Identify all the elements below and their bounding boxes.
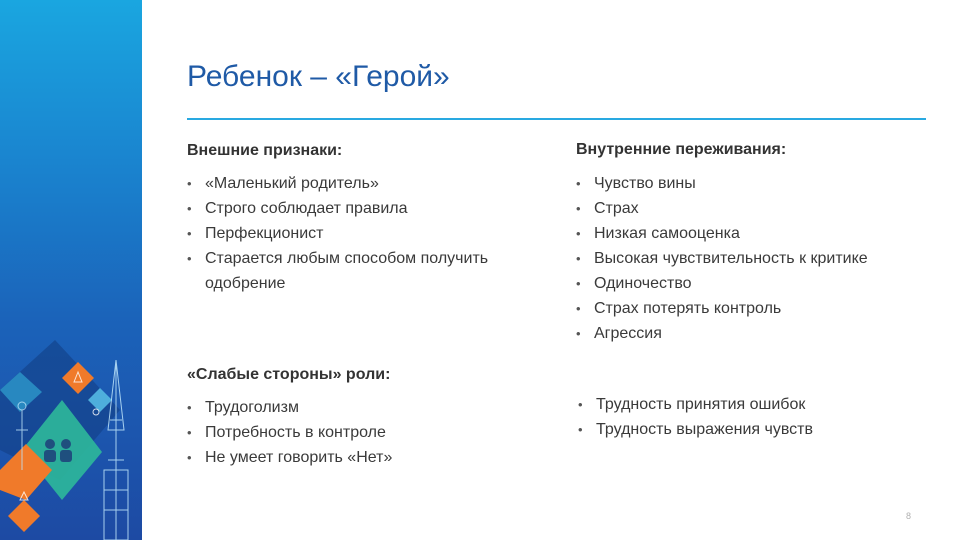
- list-item: • Страх: [576, 196, 926, 221]
- slide-title: Ребенок – «Герой»: [187, 60, 450, 93]
- list-item: • «Маленький родитель»: [187, 171, 527, 196]
- external-signs-heading: Внешние признаки:: [187, 142, 343, 159]
- list-item: • Трудность принятия ошибок: [578, 392, 928, 417]
- internal-feelings-list: [576, 171, 926, 346]
- list-item: • Трудоголизм: [187, 395, 527, 420]
- list-item: • Не умеет говорить «Нет»: [187, 445, 527, 470]
- list-item: • Старается любым способом получить одобрение: [187, 246, 527, 296]
- list-item: • Строго соблюдает правила: [187, 196, 527, 221]
- list-item: • Чувство вины: [576, 171, 926, 196]
- list-item: • Низкая самооценка: [576, 221, 926, 246]
- weak-sides-heading: «Слабые стороны» роли:: [187, 366, 391, 383]
- decorative-side-panel: [0, 0, 142, 540]
- page-number: 8: [906, 511, 912, 521]
- list-item: • Высокая чувствительность к критике: [576, 246, 926, 271]
- weak-sides-list: [187, 395, 527, 470]
- title-divider: [187, 118, 926, 120]
- list-item: • Агрессия: [576, 321, 926, 346]
- weak-sides-right-list: [578, 392, 928, 442]
- list-item: • Страх потерять контроль: [576, 296, 926, 321]
- internal-feelings-heading: Внутренние переживания:: [576, 141, 787, 158]
- list-item: • Одиночество: [576, 271, 926, 296]
- list-item: • Трудность выражения чувств: [578, 417, 928, 442]
- external-signs-list: [187, 171, 527, 296]
- decorative-spire-and-diamonds-art: [0, 0, 142, 540]
- list-item: • Перфекционист: [187, 221, 527, 246]
- list-item: • Потребность в контроле: [187, 420, 527, 445]
